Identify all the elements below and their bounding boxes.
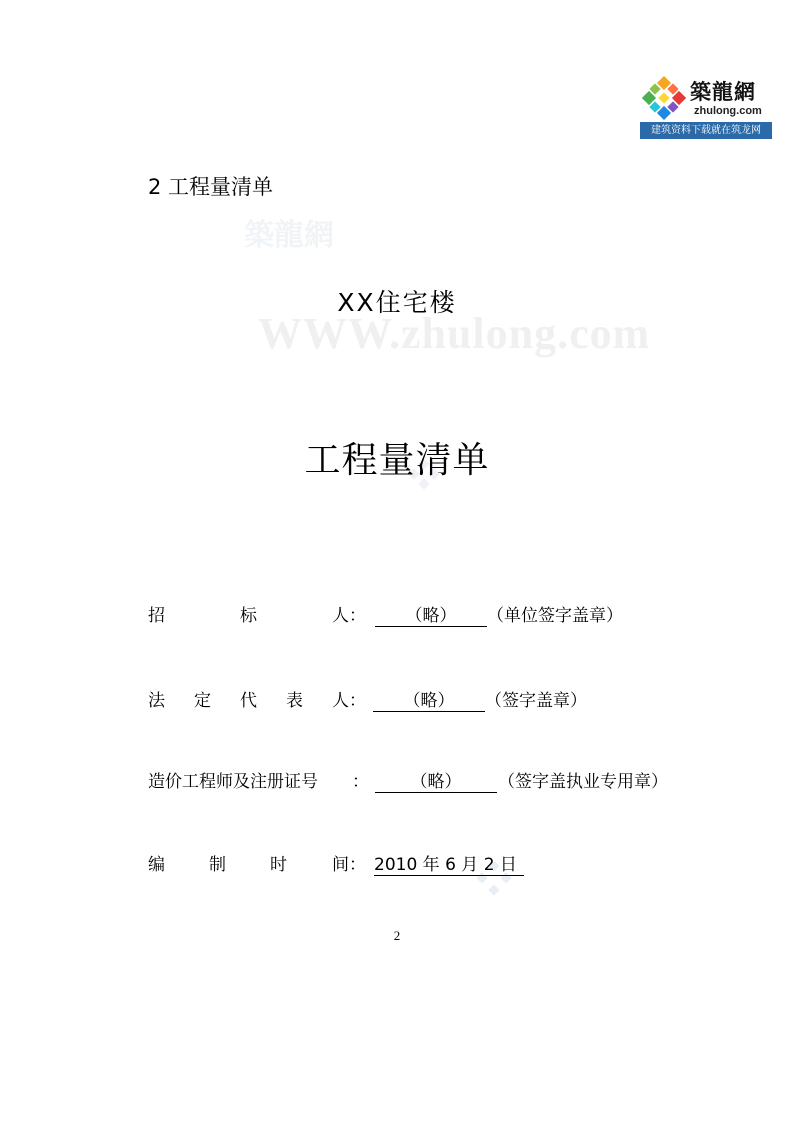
tenderer-label-char: 标: [240, 606, 257, 626]
logo-url: zhulong.com: [694, 105, 762, 117]
legal-rep-label-char: 代: [240, 691, 257, 711]
document-title: 工程量清单: [304, 440, 490, 481]
legal-rep-label-char: 人: [332, 691, 349, 711]
tenderer-label-char: 招: [148, 606, 165, 626]
date-value: 2010 年 6 月 2 日: [374, 850, 524, 876]
legal-rep-colon: ：: [349, 691, 366, 711]
tenderer-colon: ：: [349, 606, 366, 626]
logo-slogan: 建筑资料下载就在筑龙网: [640, 122, 772, 139]
legal-rep-value: （略）: [373, 686, 485, 712]
watermark-url: WWW.zhulong.com: [258, 309, 651, 358]
legal-rep-note: （签字盖章）: [485, 691, 587, 711]
cost-engineer-colon: ：: [352, 772, 369, 792]
date-colon: ：: [349, 855, 366, 875]
legal-rep-label-char: 法: [148, 691, 165, 711]
zhulong-logo: [640, 74, 772, 140]
logo-name: 築龍網: [690, 79, 756, 104]
snowflake-logo-icon: [642, 76, 686, 120]
cost-engineer-note: （签字盖执业专用章）: [498, 772, 668, 792]
cost-engineer-value: （略）: [375, 767, 497, 793]
legal-rep-label-char: 定: [194, 691, 211, 711]
project-name: XX住宅楼: [337, 288, 457, 317]
date-label-char: 间: [332, 855, 349, 875]
tenderer-note: （单位签字盖章）: [487, 606, 623, 626]
section-heading: 2 工程量清单: [148, 175, 274, 199]
date-label-char: 制: [209, 855, 226, 875]
page-number: 2: [393, 928, 401, 943]
date-label-char: 编: [148, 855, 165, 875]
tenderer-value: （略）: [375, 601, 487, 627]
watermark-name: 築龍網: [244, 218, 334, 253]
tenderer-label-char: 人: [332, 606, 349, 626]
logo-top: [640, 74, 772, 122]
legal-rep-label-char: 表: [286, 691, 303, 711]
date-label-char: 时: [270, 855, 287, 875]
cost-engineer-label: 造价工程师及注册证号: [148, 772, 318, 792]
